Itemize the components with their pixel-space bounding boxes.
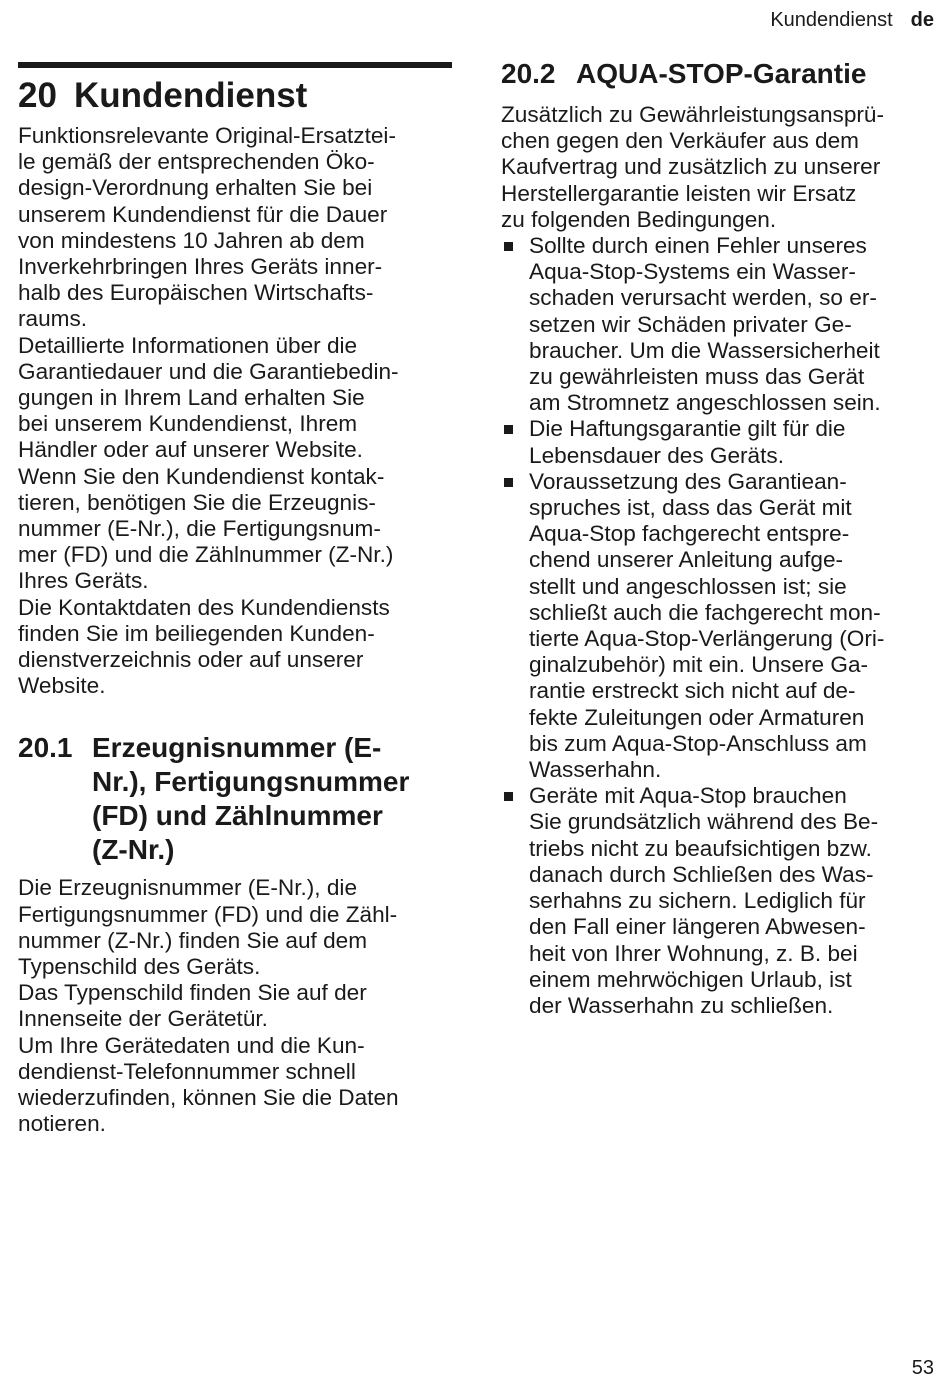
left-column: [18, 62, 452, 1138]
bullet-list: [501, 233, 937, 1019]
chapter-title: Kundendienst: [74, 76, 308, 115]
list-item-text: Geräte mit Aqua-Stop brauchen Sie grundsätzlich während des Be- triebs nicht zu beaufsichtigen bzw. danach durch Schließen des Was- serhahns zu sichern. Lediglich für den Fall einer längeren Abwesen- heit von Ihrer Wohnung, z. B. bei einem mehrwöchigen Urlaub, ist der Wasserhahn zu schließen.: [529, 783, 879, 1018]
section-number: 20.2: [501, 58, 556, 89]
list-item-text: Sollte durch einen Fehler unseres Aqua-Stop-Systems ein Wasser- schaden verursacht werden, so er- setzen wir Schäden privater Ge- braucher. Um die Wassersicherheit zu gewährleisten muss das Gerät am Stromnetz angeschlossen sein.: [529, 233, 881, 416]
list-item-text: Voraussetzung des Garantiean- spruches ist, dass das Gerät mit Aqua-Stop fachgerecht entspre- chend unserer Anleitung aufge- stellt und angeschlossen ist; sie schließt auch die fachgerecht mon- tierte Aqua-Stop-Verlängerung (Ori- ginalzubehör) mit ein. Unsere Ga- rantie erstreckt sich nicht auf de- fekte Zuleitungen oder Armaturen bis zum Aqua-Stop-Anschluss am Wasserhahn.: [529, 468, 885, 783]
section-heading-20-1: [18, 731, 452, 867]
chapter-rule: [18, 62, 452, 68]
square-bullet-icon: [501, 469, 529, 783]
section-paragraph: Das Typenschild finden Sie auf der Innenseite der Gerätetür.: [18, 980, 367, 1032]
section-intro: Zusätzlich zu Gewährleistungsansprü- chen gegen den Verkäufer aus dem Kaufvertrag und zusätzlich zu unserer Herstellergarantie leisten wir Ersatz zu folgenden Bedingungen.: [501, 102, 885, 232]
section-number: 20.1: [18, 732, 73, 764]
running-header: [770, 8, 934, 32]
list-item: [501, 783, 937, 1019]
square-bullet-icon: [501, 416, 529, 468]
section-title: Erzeugnisnummer (E- Nr.), Fertigungsnummer (FD) und Zählnummer (Z-Nr.): [92, 732, 410, 866]
section-paragraph: Um Ihre Gerätedaten und die Kun- dendienst-Telefonnummer schnell wiederzufinden, können Sie die Daten notieren.: [18, 1032, 399, 1137]
section-heading-20-2: [501, 56, 937, 92]
chapter-paragraph: Detaillierte Informationen über die Garantiedauer und die Garantiebedin- gungen in Ihrem Land erhalten Sie bei unserem Kundendienst, Ihrem Händler oder auf unserer Website.: [18, 332, 399, 463]
header-section-title: Kundendienst: [770, 9, 893, 31]
square-bullet-icon: [501, 783, 529, 1019]
chapter-paragraph: Wenn Sie den Kundendienst kontak- tieren, benötigen Sie die Erzeugnis- nummer (E-Nr.), die Fertigungsnum- mer (FD) und die Zählnummer (Z-Nr.) Ihres Geräts.: [18, 463, 394, 594]
section-paragraph: Die Erzeugnisnummer (E-Nr.), die Fertigungsnummer (FD) und die Zähl- nummer (Z-Nr.) finden Sie auf dem Typenschild des Geräts.: [18, 875, 398, 980]
list-item: [501, 469, 937, 783]
chapter-number: 20: [18, 76, 57, 115]
right-column: [501, 56, 937, 1019]
section-title: AQUA-STOP-Garantie: [576, 58, 867, 89]
chapter-paragraph: Funktionsrelevante Original-Ersatztei- le gemäß der entsprechenden Öko- design-Verordnung erhalten Sie bei unserem Kundendienst für die Dauer von mindestens 10 Jahren ab dem Inverkehrbringen Ihres Geräts inner- halb des Europäischen Wirtschafts- raums.: [18, 123, 396, 332]
list-item: [501, 233, 937, 416]
chapter-paragraph: Die Kontaktdaten des Kundendiensts finden Sie im beiliegenden Kunden- dienstverzeichnis oder auf unserer Website.: [18, 594, 390, 699]
header-language-code: de: [910, 9, 934, 31]
square-bullet-icon: [501, 233, 529, 416]
page-number: 53: [911, 1357, 934, 1379]
list-item: [501, 416, 937, 468]
chapter-heading: [18, 75, 452, 117]
list-item-text: Die Haftungsgarantie gilt für die Lebensdauer des Geräts.: [529, 416, 846, 468]
